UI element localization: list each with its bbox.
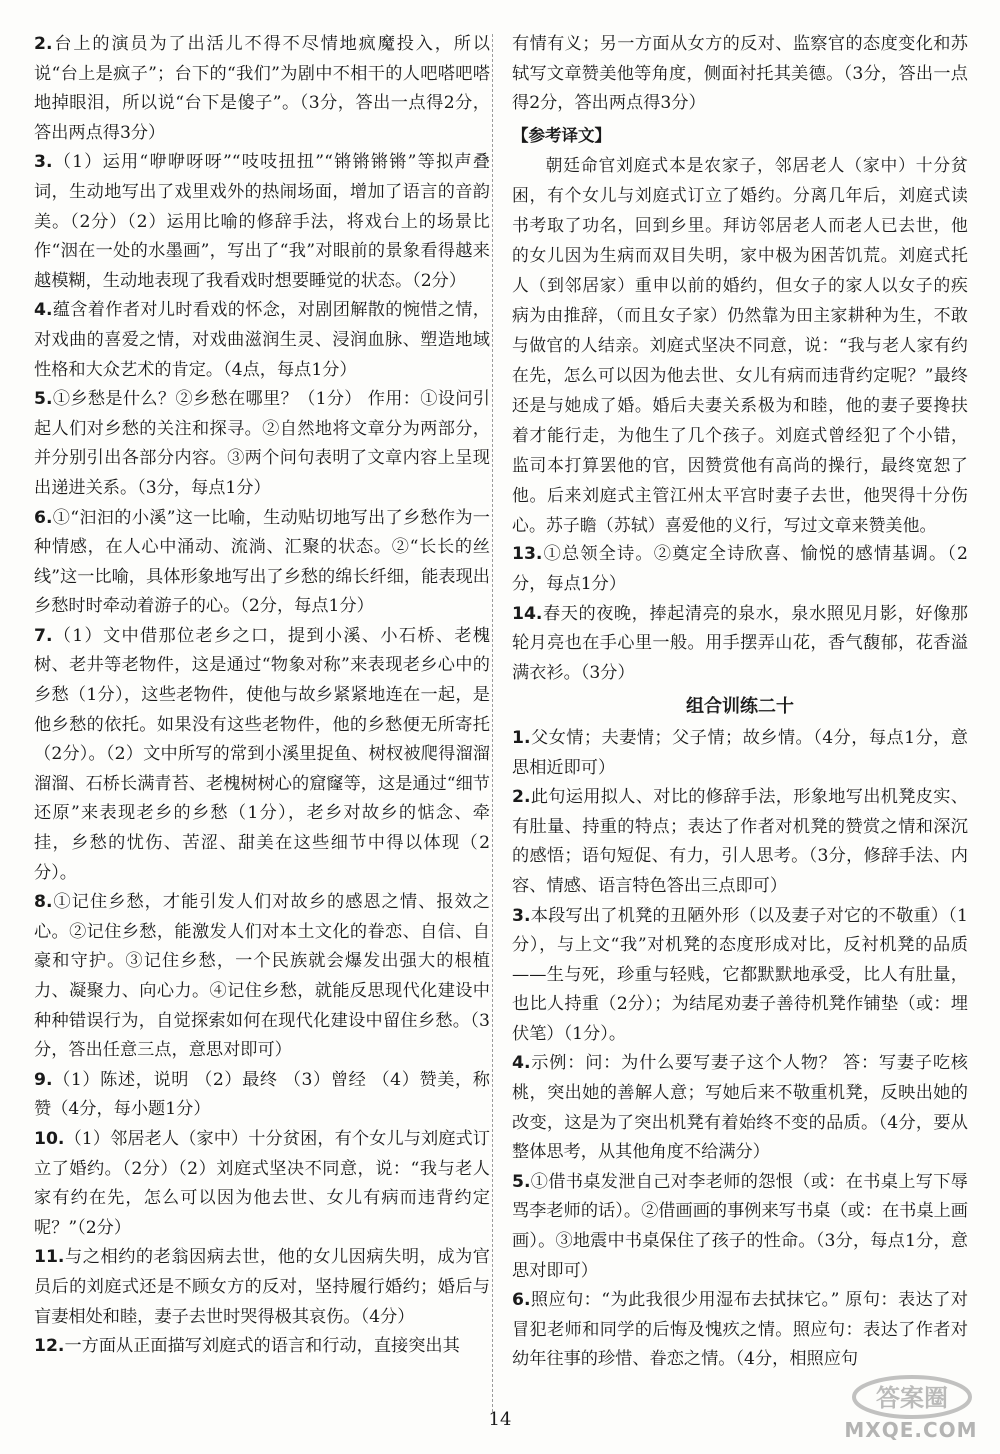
answer-item	[512, 724, 968, 783]
answer-text: ①总领全诗。②奠定全诗欣喜、愉悦的感情基调。（2分，每点1分）	[512, 544, 968, 594]
answer-item	[34, 622, 490, 888]
answer-item	[512, 902, 968, 1050]
answer-item	[34, 296, 490, 385]
answer-item	[34, 1332, 490, 1362]
answer-item	[512, 1286, 968, 1375]
section-title: 组合训练二十	[686, 696, 794, 718]
answer-item	[512, 1049, 968, 1167]
answer-item	[34, 888, 490, 1066]
answer-text: 照应句：“为此我很少用湿布去拭抹它。” 原句：表达了对冒犯老师和同学的后悔及愧疚之情。照应句：表达了作者对幼年往事的珍惜、眷恋之情。（4分，相照应句	[512, 1290, 968, 1370]
answer-number: 8.	[34, 892, 53, 913]
answer-item	[34, 504, 490, 622]
answer-number: 6.	[512, 1290, 531, 1311]
answer-number: 10.	[34, 1128, 65, 1149]
left-answer-list	[34, 30, 490, 1362]
watermark	[836, 1374, 986, 1446]
column-divider	[492, 34, 493, 1412]
answer-text: 示例：问：为什么要写妻子这个人物？ 答：写妻子吃核桃，突出她的善解人意；写她后来不敬重机凳，反映出她的改变，这是为了突出机凳有着始终不变的品质。（4分，要从整体思考，从其他角度不给满分）	[512, 1053, 968, 1163]
answer-item	[512, 600, 968, 689]
left-column	[34, 30, 490, 1362]
answer-number: 4.	[512, 1053, 531, 1074]
answer-number: 13.	[512, 544, 543, 565]
answer-text: 一方面从正面描写刘庭式的语言和行动，直接突出其	[64, 1336, 460, 1357]
watermark-logo-icon	[850, 1374, 974, 1420]
page-number: 14	[488, 1409, 512, 1430]
continued-answer-12: 有情有义；另一方面从女方的反对、监察官的态度变化和苏轼写文章赞美他等角度，侧面衬托其美德。（3分，答出一点得2分，答出两点得3分）	[512, 34, 968, 114]
answer-item	[34, 30, 490, 148]
answer-text: （1）运用“咿咿呀呀”“吱吱扭扭”“锵锵锵锵”等拟声叠词，生动地写出了戏里戏外的热闹场面，增加了语言的音韵美。（2分）（2）运用比喻的修辞手法，将戏台上的场景比作“洇在一处的水墨画”，写出了“我”对眼前的景象看得越来越模糊，生动地表现了我看戏时想要睡觉的状态。（2分）	[34, 152, 490, 291]
right-answer-list-a	[512, 540, 968, 688]
answer-number: 6.	[34, 507, 53, 528]
answer-text: 春天的夜晚，捧起清亮的泉水，泉水照见月影，好像那轮月亮也在手心里一般。用手摆弄山花，香气馥郁，花香溢满衣衫。（3分）	[512, 603, 968, 683]
answer-item	[512, 1168, 968, 1286]
answer-text: ①“汩汩的小溪”这一比喻，生动贴切地写出了乡愁作为一种情感，在人心中涌动、流淌、汇聚的状态。②“长长的丝线”这一比喻，具体形象地写出了乡愁的绵长纤细，能表现出乡愁时时牵动着游子的心。（2分，每点1分）	[34, 507, 490, 617]
answer-item	[34, 1125, 490, 1243]
answer-text: 与之相约的老翁因病去世，他的女儿因病失明，成为官员后的刘庭式还是不顾女方的反对，坚持履行婚约；婚后与盲妻相处和睦，妻子去世时哭得极其哀伤。（4分）	[34, 1247, 490, 1327]
answer-number: 9.	[34, 1069, 53, 1090]
answer-text: 蕴含着作者对儿时看戏的怀念，对剧团解散的惋惜之情，对戏曲的喜爱之情，对戏曲滋润生灵、浸润血脉、塑造地域性格和大众艺术的肯定。（4点，每点1分）	[34, 300, 490, 380]
answer-text: 此句运用拟人、对比的修辞手法，形象地写出机凳皮实、有肚量、持重的特点；表达了作者对机凳的赞赏之情和深沉的感悟；语句短促、有力，引人思考。（3分，修辞手法、内容、情感、语言特色答出三点即可）	[512, 787, 968, 896]
answer-number: 12.	[34, 1336, 65, 1357]
right-answer-list-b	[512, 724, 968, 1375]
watermark-logo-text: 答案圈	[876, 1384, 948, 1412]
answer-item	[512, 783, 968, 901]
answer-text: （1）邻居老人（家中）十分贫困，有个女儿与刘庭式订立了婚约。（2分）（2）刘庭式坚决不同意，说：“我与老人家有约在先，怎么可以因为他去世、女儿有病而违背约定呢？”（2分）	[34, 1128, 490, 1238]
answer-number: 3.	[512, 905, 531, 926]
answer-number: 11.	[34, 1247, 65, 1268]
answer-text: （1）文中借那位老乡之口，提到小溪、小石桥、老槐树、老井等老物件，这是通过“物象对称”来表现老乡心中的乡愁（1分），这些老物件，使他与故乡紧紧地连在一起，是他乡愁的依托。如果没有这些老物件，他的乡愁便无所寄托（2分）。（2）文中所写的常到小溪里捉鱼、树杈被爬得溜溜溜溜、石桥长满青苔、老槐树树心的窟窿等，这是通过“细节还原”来表现老乡的乡愁（1分），老乡对故乡的惦念、牵挂，乡愁的忧伤、苦涩、甜美在这些细节中得以体现（2分）。	[34, 625, 490, 883]
answer-text: ①记住乡愁，才能引发人们对故乡的感恩之情、报效之心。②记住乡愁，能激发人们对本土文化的眷恋、自信、自豪和守护。③记住乡愁，一个民族就会爆发出强大的根植力、凝聚力、向心力。④记住乡愁，就能反思现代化建设中种种错误行为，自觉探索如何在现代化建设中留住乡愁。（3分，答出任意三点，意思对即可）	[34, 892, 490, 1061]
answer-text: 父女情；夫妻情；父子情；故乡情。（4分，每点1分，意思相近即可）	[512, 727, 968, 778]
answer-number: 14.	[512, 603, 543, 624]
answer-number: 2.	[34, 34, 53, 54]
answer-number: 1.	[512, 727, 531, 748]
answer-text: 台上的演员为了出活儿不得不尽情地疯魔投入，所以说“台上是疯子”；台下的“我们”为剧中不相干的人吧嗒吧嗒地掉眼泪，所以说“台下是傻子”。（3分，答出一点得2分，答出两点得3分）	[34, 34, 490, 143]
answer-item	[34, 1243, 490, 1332]
answer-number: 7.	[34, 625, 53, 646]
translation-tag: 【参考译文】	[512, 125, 611, 145]
translation-text: 朝廷命官刘庭式本是农家子，邻居老人（家中）十分贫困，有个女儿与刘庭式订立了婚约。分离几年后，刘庭式读书考取了功名，回到乡里。拜访邻居老人而老人已去世，他的女儿因为生病而双目失明，家中极为困苦饥荒。刘庭式托人（到邻居家）重申以前的婚约，但女子的家人以女子的疾病为由推辞，（而且女子家）仍然靠为田主家耕种为生，不敢与做官的人结亲。刘庭式坚决不同意，说：“我与老人家有约在先，怎么可以因为他去世、女儿有病而违背约定呢？”最终还是与她成了婚。婚后夫妻关系极为和睦，他的妻子要搀扶着才能行走，为他生了几个孩子。刘庭式曾经犯了个小错，监司本打算罢他的官，因赞赏他有高尚的操行，最终宽恕了他。后来刘庭式主管江州太平宫时妻子去世，他哭得十分伤心。苏子瞻（苏轼）喜爱他的义行，写过文章来赞美他。	[512, 155, 968, 536]
answer-item	[512, 540, 968, 599]
watermark-text: MXQE.COM	[844, 1418, 978, 1442]
answer-number: 2.	[512, 787, 531, 808]
answer-number: 3.	[34, 152, 53, 173]
answer-text: ①乡愁是什么？②乡愁在哪里？（1分） 作用：①设问引起人们对乡愁的关注和探寻。②自然地将文章分为两部分，并分别引出各部分内容。③两个问句表明了文章内容上呈现出递进关系。（3分，每点1分）	[34, 389, 490, 498]
right-column	[512, 30, 968, 1375]
answer-number: 4.	[34, 300, 53, 321]
answer-item	[34, 148, 490, 296]
answer-text: （1）陈述，说明 （2）最终 （3）曾经 （4）赞美，称赞（4分，每小题1分）	[34, 1069, 490, 1120]
answer-number: 5.	[34, 389, 53, 410]
answer-text: ①借书桌发泄自己对李老师的怨恨（或：在书桌上写下辱骂李老师的话）。②借画画的事例来写书桌（或：在书桌上画画）。③地震中书桌保住了孩子的性命。（3分，每点1分，意思对即可）	[512, 1171, 968, 1281]
answer-text: 本段写出了机凳的丑陋外形（以及妻子对它的不敬重）（1分），与上文“我”对机凳的态度形成对比，反衬机凳的品质——生与死，珍重与轻贱，它都默默地承受，比人有肚量，也比人持重（2分）；为结尾劝妻子善待机凳作铺垫（或：埋伏笔）（1分）。	[512, 905, 968, 1044]
answer-item	[34, 385, 490, 503]
answer-number: 5.	[512, 1171, 531, 1192]
answer-item	[34, 1066, 490, 1125]
